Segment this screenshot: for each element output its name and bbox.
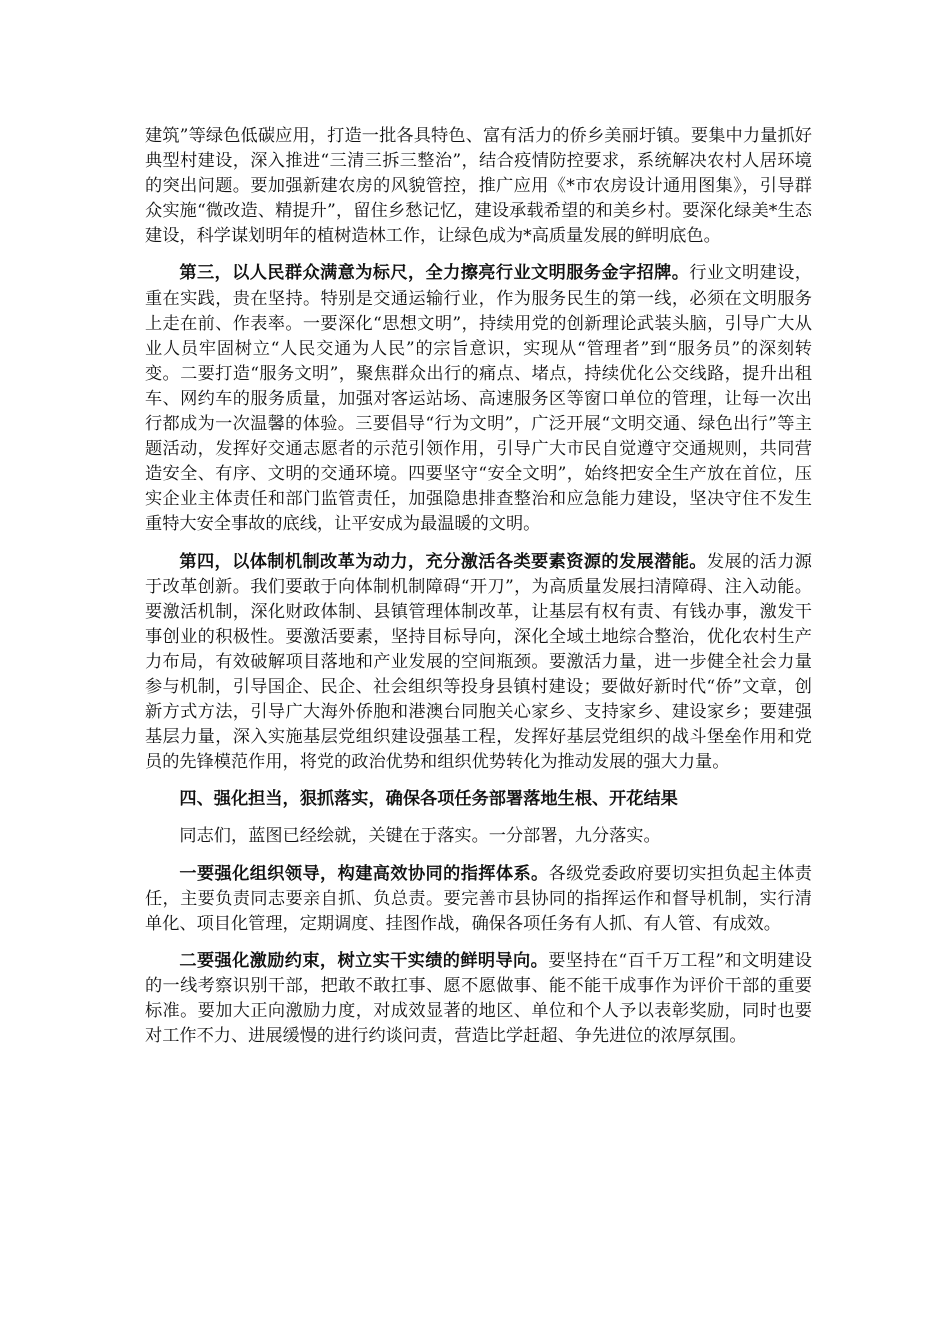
- paragraph-organization-leadership: [145, 862, 812, 937]
- paragraph-comrades: [145, 824, 812, 849]
- paragraph-lead: 第四，以体制机制改革为动力，充分激活各类要素资源的发展潜能。: [179, 551, 707, 572]
- paragraph-lead: 一要强化组织领导，构建高效协同的指挥体系。: [179, 863, 549, 884]
- paragraph-lead: 二要强化激励约束，树立实干实绩的鲜明导向。: [179, 950, 549, 971]
- section-heading: 四、强化担当，狠抓落实，确保各项任务部署落地生根、开花结果: [179, 789, 678, 810]
- paragraph-text: 同志们，蓝图已经绘就，关键在于落实。一分部署，九分落实。: [179, 826, 661, 847]
- paragraph-lead: 第三，以人民群众满意为标尺，全力擦亮行业文明服务金字招牌。: [179, 263, 690, 284]
- paragraph-text: 行业文明建设，重在实践，贵在坚持。特别是交通运输行业，作为服务民生的第一线，必须在文明服务上走在前、作表率。一要深化“思想文明”，持续用党的创新理论武装头脑，引导广大从业人员牢固树立“人民交通为人民”的宗旨意识，实现从“管理者”到“服务员”的深刻转变。二要打造“服务文明”，聚焦群众出行的痛点、堵点，持续优化公交线路，提升出租车、网约车的服务质量，加强对客运站场、高速服务区等窗口单位的管理，让每一次出行都成为一次温馨的体验。三要倡导“行为文明”，广泛开展“文明交通、绿色出行”等主题活动，发挥好交通志愿者的示范引领作用，引导广大市民自觉遵守交通规则，共同营造安全、有序、文明的交通环境。四要坚守“安全文明”，始终把安全生产放在首位，压实企业主体责任和部门监管责任，加强隐患排查整治和应急能力建设，坚决守住不发生重特大安全事故的底线，让平安成为最温暖的文明。: [145, 263, 812, 535]
- paragraph-text: 建筑”等绿色低碳应用，打造一批各具特色、富有活力的侨乡美丽圩镇。要集中力量抓好典型村建设，深入推进“三清三拆三整治”，结合疫情防控要求，系统解决农村人居环境的突出问题。要加强新建农房的风貌管控，推广应用《*市农房设计通用图集》，引导群众实施“微改造、精提升”，留住乡愁记忆，建设承载希望的和美乡村。要深化绿美*生态建设，科学谋划明年的植树造林工作，让绿色成为*高质量发展的鲜明底色。: [145, 126, 812, 247]
- paragraph-text: 要坚持在“百千万工程”和文明建设的一线考察识别干部，把敢不敢扛事、愿不愿做事、能不能干成事作为评价干部的重要标准。要加大正向激励力度，对成效显著的地区、单位和个人予以表彰奖励，同时也要对工作不力、进展缓慢的进行约谈问责，营造比学赶超、争先进位的浓厚氛围。: [145, 950, 812, 1047]
- paragraph-incentives: [145, 949, 812, 1049]
- paragraph-text: 发展的活力源于改革创新。我们要敢于向体制机制障碍“开刀”，为高质量发展扫清障碍、注入动能。要激活机制，深化财政体制、县镇管理体制改革，让基层有权有责、有钱办事，激发干事创业的积极性。要激活要素，坚持目标导向，深化全域土地综合整治，优化农村生产力布局，有效破解项目落地和产业发展的空间瓶颈。要激活力量，进一步健全社会力量参与机制，引导国企、民企、社会组织等投身县镇村建设；要做好新时代“侨”文章，创新方式方法，引导广大海外侨胞和港澳台同胞关心家乡、支持家乡、建设家乡；要建强基层力量，深入实施基层党组织建设强基工程，发挥好基层党组织的战斗堡垒作用和党员的先锋模范作用，将党的政治优势和组织优势转化为推动发展的强大力量。: [145, 551, 812, 773]
- paragraph-green-construction: [145, 124, 812, 249]
- paragraph-third-point: [145, 261, 812, 537]
- paragraph-text: 各级党委政府要切实担负起主体责任，主要负责同志要亲自抓、负总责。要完善市县协同的指挥运作和督导机制，实行清单化、项目化管理，定期调度、挂图作战，确保各项任务有人抓、有人管、有成效。: [145, 863, 812, 934]
- paragraph-fourth-point: [145, 550, 812, 776]
